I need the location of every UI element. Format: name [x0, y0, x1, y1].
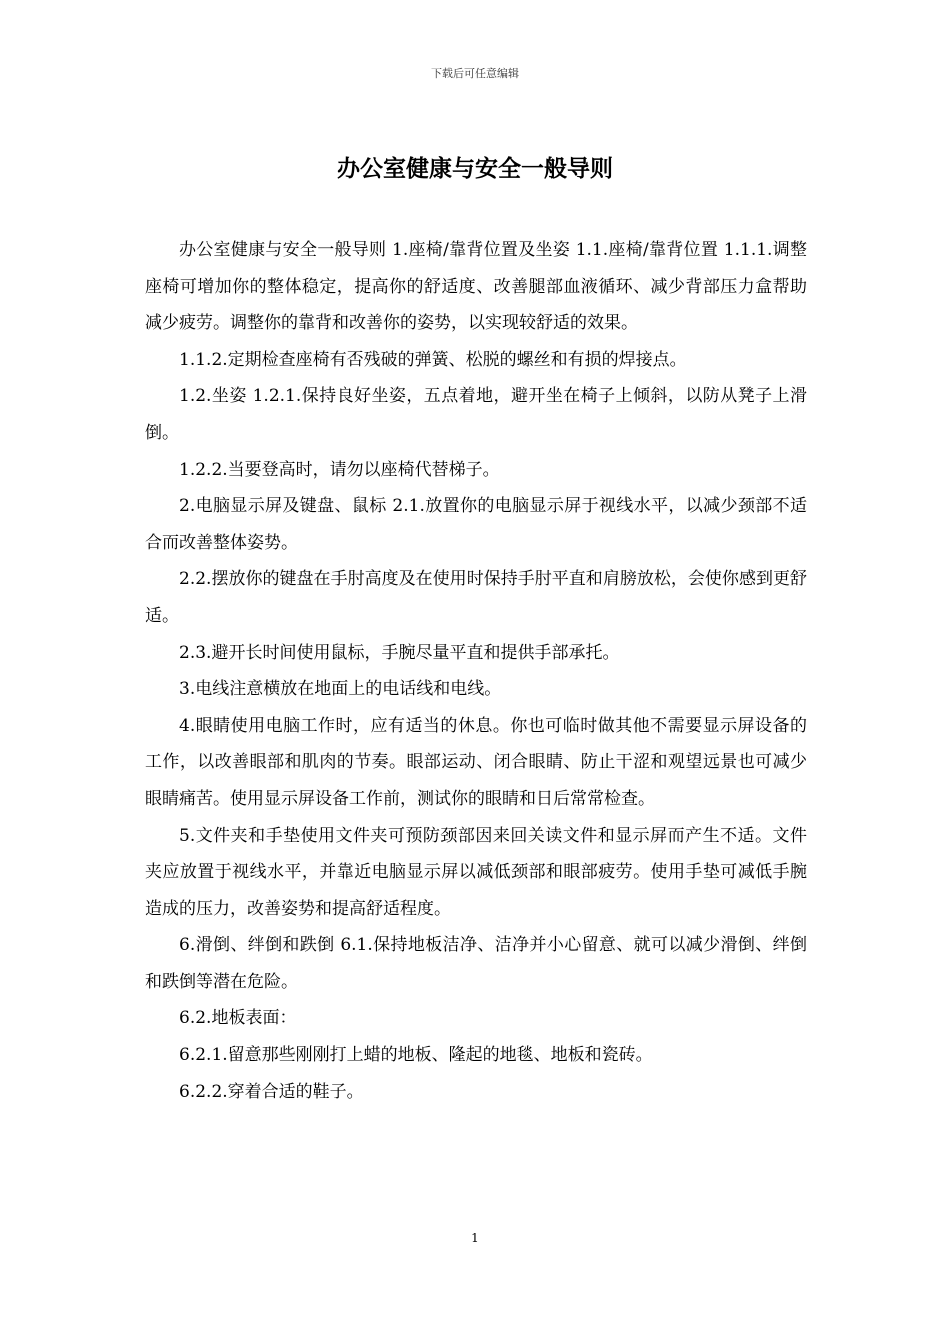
- paragraph: 1.2.坐姿 1.2.1.保持良好坐姿，五点着地，避开坐在椅子上倾斜，以防从凳子上滑倒。: [145, 386, 807, 443]
- paragraph: 4.眼睛使用电脑工作时，应有适当的休息。你也可临时做其他不需要显示屏设备的工作，以改善眼部和肌肉的节奏。眼部运动、闭合眼睛、防止干涩和观望远景也可减少眼睛痛苦。使用显示屏设备工作前，测试你的眼睛和日后常常检查。: [145, 715, 807, 809]
- paragraph: 2.电脑显示屏及键盘、鼠标 2.1.放置你的电脑显示屏于视线水平，以减少颈部不适合而改善整体姿势。: [145, 496, 807, 553]
- paragraph: 1.1.2.定期检查座椅有否残破的弹簧、松脱的螺丝和有损的焊接点。: [179, 349, 687, 370]
- paragraph: 6.2.2.穿着合适的鞋子。: [179, 1081, 364, 1102]
- page-number: 1: [471, 1231, 479, 1245]
- paragraph: 6.2.1.留意那些刚刚打上蜡的地板、隆起的地毯、地板和瓷砖。: [179, 1045, 653, 1066]
- document-title: 办公室健康与安全一般导则: [337, 156, 613, 182]
- document-body: [145, 232, 807, 1110]
- paragraph: 6.2.地板表面：: [179, 1008, 297, 1029]
- paragraph: 6.滑倒、绊倒和跌倒 6.1.保持地板洁净、洁净并小心留意、就可以减少滑倒、绊倒和跌倒等潜在危险。: [145, 935, 807, 992]
- page-header: 下载后可任意编辑: [431, 67, 519, 80]
- paragraph: 2.2.摆放你的键盘在手肘高度及在使用时保持手肘平直和肩膀放松，会使你感到更舒适。: [145, 569, 807, 626]
- paragraph: 1.2.2.当要登高时，请勿以座椅代替梯子。: [179, 459, 500, 480]
- paragraph: 办公室健康与安全一般导则 1.座椅/靠背位置及坐姿 1.1.座椅/靠背位置 1.1.1.调整座椅可增加你的整体稳定，提高你的舒适度、改善腿部血液循环、减少背部压力盒帮助减少疲劳。调整你的靠背和改善你的姿势，以实现较舒适的效果。: [145, 240, 807, 334]
- paragraph: 3.电线注意横放在地面上的电话线和电线。: [179, 679, 502, 700]
- paragraph: 2.3.避开长时间使用鼠标，手腕尽量平直和提供手部承托。: [179, 642, 620, 663]
- paragraph: 5.文件夹和手垫使用文件夹可预防颈部因来回关读文件和显示屏而产生不适。文件夹应放置于视线水平，并靠近电脑显示屏以减低颈部和眼部疲劳。使用手垫可减低手腕造成的压力，改善姿势和提高舒适程度。: [145, 825, 807, 919]
